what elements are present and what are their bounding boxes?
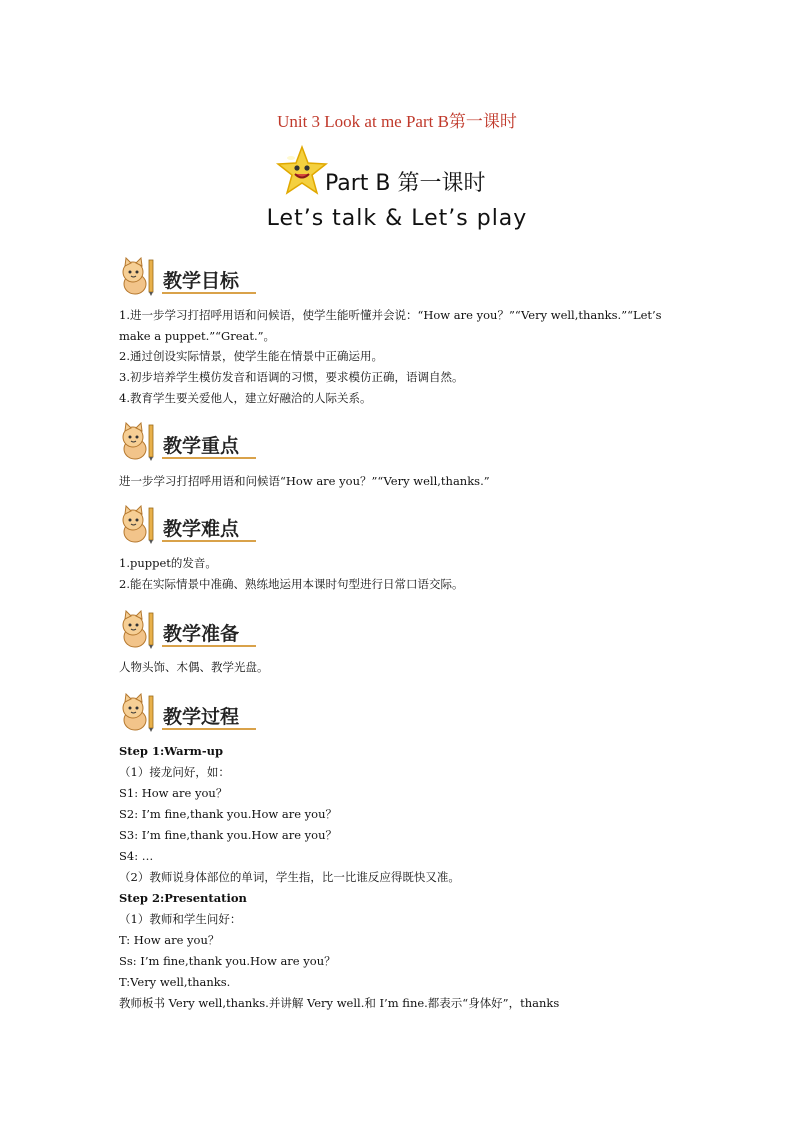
section-title: 教学过程 [163,706,240,728]
section-underline [162,540,256,542]
section-underline [162,728,256,730]
section-title: 教学难点 [163,518,240,540]
section-title: 教学重点 [163,435,240,457]
section-underline [162,645,256,647]
section-title: 教学准备 [163,623,240,645]
objective-item: 4.教育学生要关爱他人，建立好融洽的人际关系。 [119,391,372,405]
section-underline [162,457,256,459]
lesson-subtitle: Let’s talk & Let’s play [266,206,528,231]
difficulty-item: 2.能在实际情景中准确、熟练地运用本课时句型进行日常口语交际。 [119,577,464,591]
process-line: S1: How are you？ [119,786,228,800]
key-points-text: 进一步学习打招呼用语和问候语“How are you？”“Very well,thanks.” [119,474,490,488]
cat-with-pencil-icon [118,505,160,545]
document-title: Unit 3 Look at me Part B第一课时 [277,112,517,131]
process-line: S3: I’m fine,thank you.How are you？ [119,828,338,842]
difficulty-item: 1.puppet的发音。 [119,556,217,570]
cat-with-pencil-icon [118,693,160,733]
process-line: S4: … [119,849,154,863]
section-title: 教学目标 [163,270,240,292]
process-line: T: How are you？ [119,933,220,947]
process-line: S2: I’m fine,thank you.How are you？ [119,807,338,821]
process-line: （2）教师说身体部位的单词，学生指，比一比谁反应得既快又准。 [119,870,460,884]
process-line: （1）教师和学生问好： [119,912,242,926]
process-step-heading: Step 1:Warm-up [119,744,223,758]
part-title: Part B 第一课时 [325,171,486,196]
cat-with-pencil-icon [118,610,160,650]
objective-item: 3.初步培养学生模仿发音和语调的习惯，要求模仿正确，语调自然。 [119,370,464,384]
objective-item: 2.通过创设实际情景，使学生能在情景中正确运用。 [119,349,383,363]
cat-with-pencil-icon [118,257,160,297]
cat-with-pencil-icon [118,422,160,462]
process-line: 教师板书 Very well,thanks.并讲解 Very well.和 I’m fine.都表示“身体好”，thanks [119,996,560,1010]
smiling-star-icon [275,144,329,198]
process-line: T:Very well,thanks. [119,975,231,989]
process-line: （1）接龙问好，如： [119,765,230,779]
process-line: Ss: I’m fine,thank you.How are you？ [119,954,336,968]
section-underline [162,292,256,294]
preparation-text: 人物头饰、木偶、教学光盘。 [119,660,269,674]
objective-item: 1.进一步学习打招呼用语和问候语，使学生能听懂并会说：“How are you？”“Very well,thanks.”“Let’s make a puppet.”“Great.”。 [119,308,662,343]
process-step-heading: Step 2:Presentation [119,891,247,905]
